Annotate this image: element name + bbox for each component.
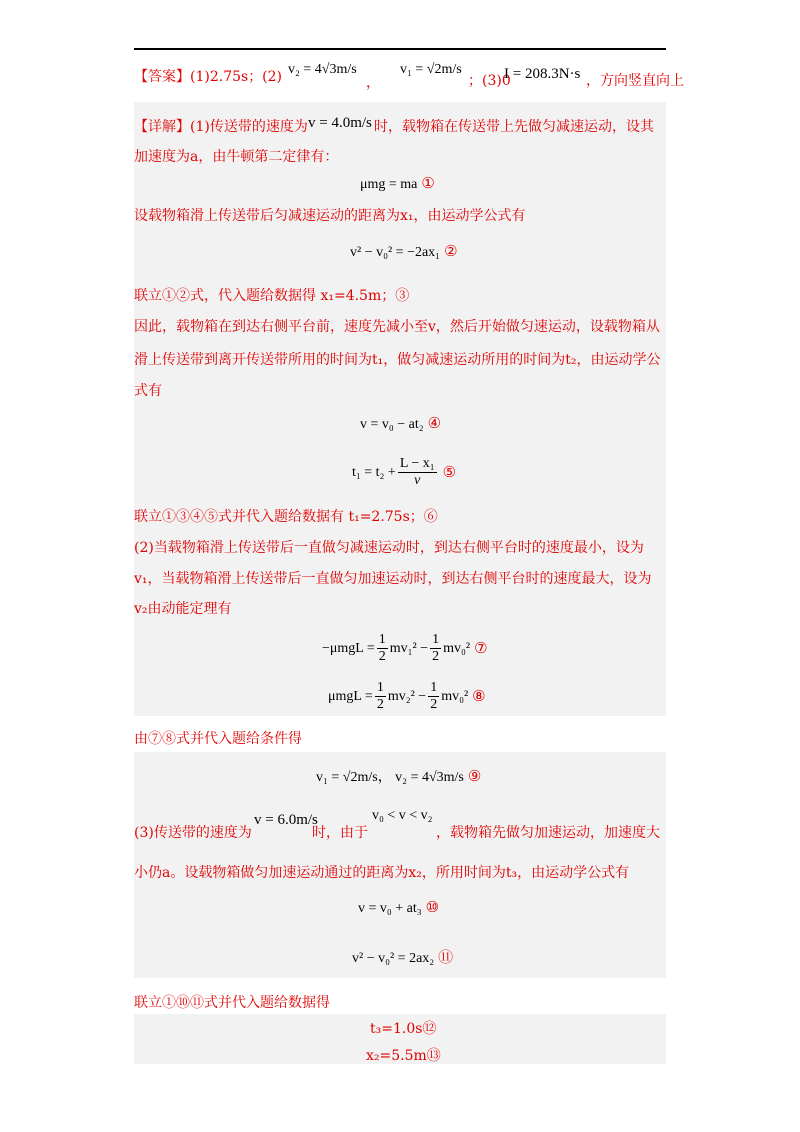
eq13-text: x₂=5.5m	[366, 1048, 427, 1064]
detail-l1a: (1)传送带的速度为	[190, 119, 308, 135]
header-rule	[134, 48, 666, 50]
eq1	[360, 174, 435, 193]
detail-panel	[134, 102, 666, 716]
eq7-half-1	[377, 632, 388, 665]
answer-v1: v₁ = √2m/s	[400, 62, 462, 77]
eq9-number: ⑨	[467, 769, 482, 785]
eq11	[352, 946, 453, 967]
eq2-number: ②	[444, 244, 458, 260]
detail-l3: 设载物箱滑上传送带后匀减速运动的距离为x₁，由运动学公式有	[134, 208, 526, 224]
detail-l7: 式有	[134, 383, 162, 399]
eq5-number: ⑤	[442, 465, 457, 481]
eq8	[328, 680, 486, 713]
eq11-number: ⑪	[438, 950, 454, 966]
eq2	[350, 242, 458, 261]
eq5-lhs: t₁ = t₂ +	[352, 464, 396, 480]
eq8-half-2-num: 1	[430, 680, 438, 695]
detail-l13a: (3)传送带的速度为	[134, 825, 252, 841]
eq5-denominator: v	[414, 473, 421, 488]
detail-l13d: ，载物箱先做匀加速运动，加速度大	[436, 825, 660, 841]
eq8-half-2-den: 2	[430, 697, 438, 712]
eq12-number: ⑫	[422, 1021, 437, 1037]
eq8-lhs: μmgL =	[328, 688, 373, 704]
detail-tag: 【详解】	[134, 119, 190, 135]
eq5	[352, 456, 456, 489]
answer-v2: v₂ = 4√3m/s	[288, 62, 357, 77]
eq4-number: ④	[427, 416, 442, 432]
eq12	[370, 1018, 436, 1038]
eq4-text: v = v₀ − at₂	[360, 417, 424, 432]
eq5-numerator: L − x₁	[399, 456, 435, 471]
detail-line-1	[134, 116, 308, 136]
eq1-text: μmg = ma	[360, 177, 418, 192]
detail-l13v: v = 6.0m/s	[254, 812, 318, 828]
answer-direction: ，方向竖直向上	[586, 73, 684, 89]
detail-l13c: v₀ < v < v₂	[372, 808, 433, 823]
detail-l12: 由⑦⑧式并代入题给条件得	[134, 731, 302, 747]
eq1-number: ①	[421, 176, 435, 192]
eq7-half-2	[430, 632, 441, 665]
detail-l11: v₂由动能定理有	[134, 601, 232, 617]
answer-line	[134, 66, 282, 86]
answer-part1: (1)2.75s；(2)	[190, 69, 283, 85]
eq10-text: v = v₀ + at₃	[358, 901, 422, 916]
detail-l4: 联立①②式，代入题给数据得 x₁=4.5m；③	[134, 288, 410, 304]
eq7-half-1-den: 2	[378, 649, 386, 664]
detail-l6: 滑上传送带到离开传送带所用的时间为t₁，做匀减速运动所用的时间为t₂，由运动学公	[134, 352, 661, 368]
eq8-term-b: mv₂² −	[387, 688, 427, 704]
eq8-half-1	[375, 680, 386, 713]
eq4	[360, 414, 441, 433]
eq7-half-2-den: 2	[432, 649, 440, 664]
eq8-half-1-num: 1	[376, 680, 384, 695]
eq5-fraction	[398, 456, 437, 489]
eq8-term-c: mv₀²	[441, 688, 469, 704]
eq11-text: v² − v₀² = 2ax₂	[352, 951, 435, 966]
eq7	[322, 632, 488, 665]
answer-part3: ；(3)0	[468, 73, 511, 89]
detail-l8: 联立①③④⑤式并代入题给数据有 t₁=2.75s；⑥	[134, 509, 438, 525]
eq10-number: ⑩	[425, 900, 440, 916]
detail-l10: v₁，当载物箱滑上传送带后一直做匀加速运动时，到达右侧平台时的速度最大，设为	[134, 571, 652, 587]
eq7-term-b: mv₁² −	[389, 640, 429, 656]
eq8-number: ⑧	[472, 689, 486, 705]
eq8-half-1-den: 2	[376, 697, 384, 712]
detail-l2: 加速度为a，由牛顿第二定律有：	[134, 149, 339, 165]
detail-l5: 因此，载物箱在到达右侧平台前，速度先减小至v，然后开始做匀速运动，设载物箱从	[134, 319, 660, 335]
answer-impulse: I = 208.3N·s	[504, 66, 581, 82]
eq8-half-2	[428, 680, 439, 713]
detail-l1b: 时，载物箱在传送带上先做匀减速运动，设其	[374, 119, 654, 135]
eq7-number: ⑦	[474, 641, 488, 657]
eq10	[358, 898, 439, 917]
detail-l14: 小仍a。设载物箱做匀加速运动通过的距离为x₂，所用时间为t₃，由运动学公式有	[134, 865, 630, 881]
answer-tag: 【答案】	[134, 69, 190, 85]
eq2-text: v² − v₀² = −2ax₁	[350, 245, 441, 260]
answer-comma: ，	[366, 75, 380, 91]
eq7-half-2-num: 1	[432, 632, 440, 647]
eq7-half-1-num: 1	[378, 632, 386, 647]
eq13-number: ⑬	[426, 1048, 441, 1064]
eq9-text: v₁ = √2m/s， v₂ = 4√3m/s	[316, 770, 464, 785]
detail-l15: 联立①⑩⑪式并代入题给数据得	[134, 995, 330, 1011]
eq9	[316, 766, 481, 786]
eq7-term-c: mv₀²	[443, 640, 471, 656]
detail-v-eq: v = 4.0m/s	[308, 115, 372, 131]
detail-l13b: 时，由于	[312, 825, 368, 841]
eq7-lhs: −μmgL =	[322, 640, 375, 656]
eq12-text: t₃=1.0s	[370, 1021, 423, 1037]
eq13	[366, 1045, 441, 1065]
detail-l9: (2)当载物箱滑上传送带后一直做匀减速运动时，到达右侧平台时的速度最小，设为	[134, 540, 644, 556]
